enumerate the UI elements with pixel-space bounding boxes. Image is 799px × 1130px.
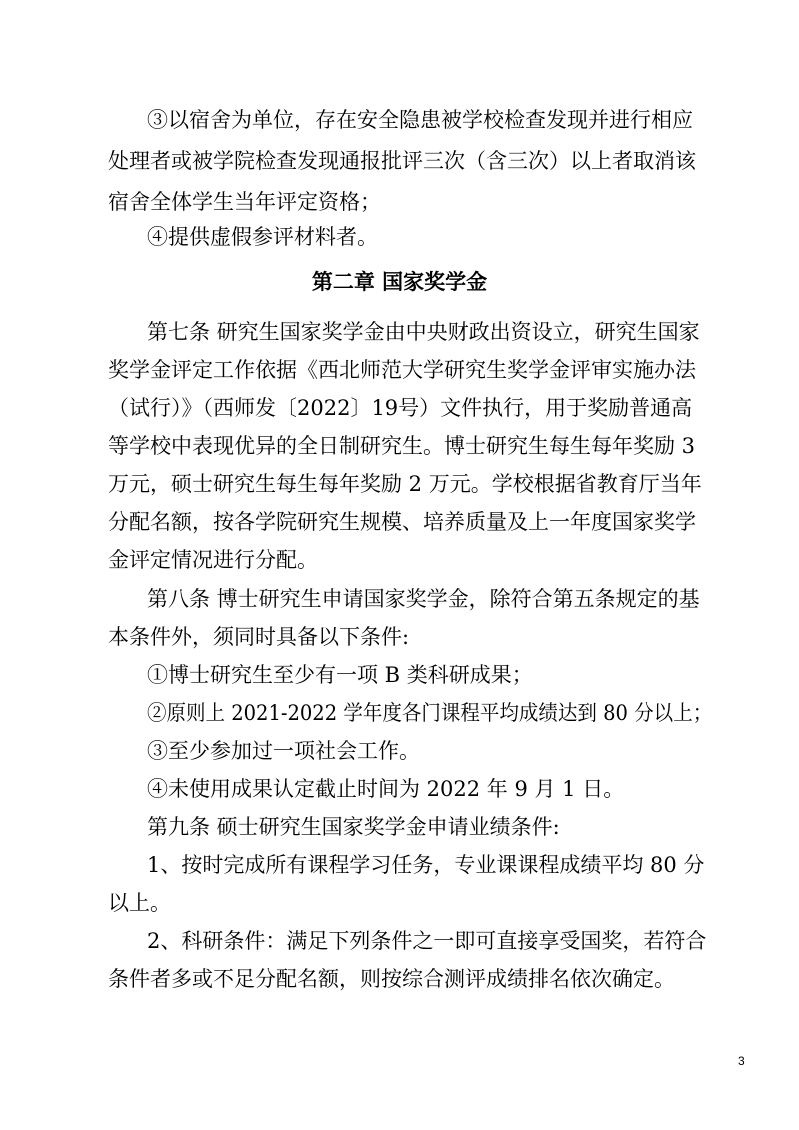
paragraph-line: 第九条 硕士研究生国家奖学金申请业绩条件: [147,815,560,839]
paragraph-line: 处理者或被学院检查发现通报批评三次（含三次）以上者取消该 [108,149,696,173]
paragraph-line: 条件者多或不足分配名额，则按综合测评成绩排名依次确定。 [108,967,675,991]
paragraph-line: 1、按时完成所有课程学习任务，专业课课程成绩平均 80 分 [147,853,705,877]
paragraph-line: （试行）》（西师发〔2022〕19号）文件执行，用于奖励普通高 [108,396,693,420]
chapter-heading: 第二章 国家奖学金 [311,270,488,294]
paragraph-line: 等学校中表现优异的全日制研究生。博士研究生每生每年奖励 3 [108,434,696,458]
paragraph-line: ②原则上 2021-2022 学年度各门课程平均成绩达到 80 分以上； [147,701,713,725]
paragraph-line: 以上。 [108,891,171,915]
paragraph-line: 2、科研条件：满足下列条件之一即可直接享受国奖，若符合 [147,929,707,953]
paragraph-line: 分配名额，按各学院研究生规模、培养质量及上一年度国家奖学 [108,510,696,534]
paragraph-line: 奖学金评定工作依据《西北师范大学研究生奖学金评审实施办法 [108,358,696,382]
page-number: 3 [738,1054,745,1068]
paragraph-line: ③以宿舍为单位，存在安全隐患被学校检查发现并进行相应 [147,108,693,132]
paragraph-line: 万元，硕士研究生每生每年奖励 2 万元。学校根据省教育厅当年 [108,472,702,496]
paragraph-line: ①博士研究生至少有一项 B 类科研成果； [147,663,533,687]
paragraph-line: ④提供虚假参评材料者。 [147,225,378,249]
paragraph-line: 金评定情况进行分配。 [108,548,318,572]
paragraph-line: 第八条 博士研究生申请国家奖学金，除符合第五条规定的基 [147,587,700,611]
paragraph-line: 第七条 研究生国家奖学金由中央财政出资设立，研究生国家 [147,320,700,344]
paragraph-line: ③至少参加过一项社会工作。 [147,739,420,763]
paragraph-line: ④未使用成果认定截止时间为 2022 年 9 月 1 日。 [147,777,625,801]
paragraph-line: 本条件外，须同时具备以下条件: [108,625,410,649]
paragraph-line: 宿舍全体学生当年评定资格； [108,190,381,214]
